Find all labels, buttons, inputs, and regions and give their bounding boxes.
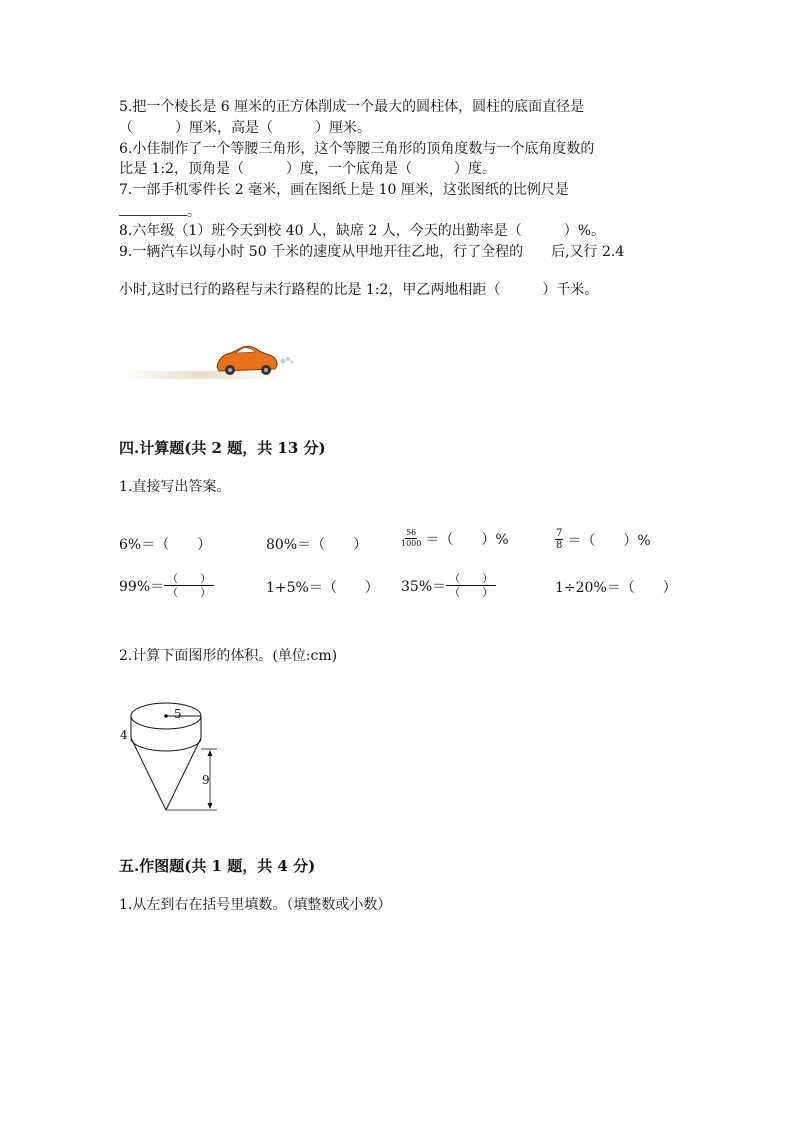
q6-line-1: 6.小佳制作了一个等腰三角形，这个等腰三角形的顶角度数与一个底角度数的 — [119, 141, 595, 157]
calc-equals-blank: ＝（ ）% — [425, 531, 509, 548]
calc-80-percent: 80%＝（ ） — [266, 537, 368, 553]
fraction-numerator: 56 — [406, 528, 417, 537]
fraction-denominator: （ ） — [167, 586, 212, 599]
answer-blank — [119, 201, 187, 216]
calc-1-div-20-percent: 1÷20%＝（ ） — [555, 580, 677, 596]
q6-line-2: 比是 1:2，顶角是（ ）度，一个底角是（ ）度。 — [119, 161, 496, 177]
fraction-numerator: 7 — [556, 528, 563, 539]
fraction-denominator: 1000 — [401, 539, 422, 548]
q9-line-1: 9.一辆汽车以每小时 50 千米的速度从甲地开往乙地，行了全程的 后,又行 2.4 — [119, 244, 625, 260]
calc-prefix: 99%＝ — [119, 578, 165, 595]
calc-99-percent — [119, 572, 214, 599]
calc-equals-blank: ＝（ ）% — [567, 532, 651, 549]
section4-q2-title: 2.计算下面图形的体积。(单位:cm) — [119, 648, 338, 664]
car-illustration — [119, 335, 299, 389]
calc-prefix: 35%＝ — [401, 578, 447, 595]
blank-fraction — [446, 572, 496, 599]
calc-1-plus-5-percent: 1+5%＝（ ） — [266, 580, 379, 596]
cylinder-cone-figure — [119, 692, 229, 821]
radius-label: 5 — [174, 707, 182, 721]
cylinder-height-label: 4 — [120, 728, 128, 742]
calc-6-percent: 6%＝（ ） — [119, 537, 212, 553]
q7-line-1: 7.一部手机零件长 2 毫米，画在图纸上是 10 厘米，这张图纸的比例尺是 — [119, 182, 569, 198]
calc-35-percent — [401, 572, 496, 599]
cone-height-label: 9 — [202, 773, 210, 787]
q5-line-2: （ ）厘米，高是（ ）厘米。 — [119, 120, 371, 136]
q5-line-1: 5.把一个棱长是 6 厘米的正方体削成一个最大的圆柱体，圆柱的底面直径是 — [119, 99, 585, 115]
section4-heading: 四.计算题(共 2 题，共 13 分) — [119, 439, 326, 457]
calc-56-over-1000 — [401, 528, 509, 549]
q7-line-2 — [119, 201, 201, 222]
q7-period: 。 — [187, 204, 201, 220]
fraction-numerator: （ ） — [164, 572, 214, 586]
fraction-denominator: （ ） — [449, 586, 494, 599]
q9-line-2: 小时,这时已行的路程与未行路程的比是 1:2，甲乙两地相距（ ）千米。 — [119, 282, 599, 298]
fraction-denominator: 8 — [556, 540, 563, 551]
calc-7-over-8 — [555, 528, 651, 551]
blank-fraction — [164, 572, 214, 599]
q8-line: 8.六年级（1）班今天到校 40 人，缺席 2 人，今天的出勤率是（ ）%。 — [119, 223, 606, 239]
fraction-numerator: （ ） — [446, 572, 496, 586]
fraction-7-8 — [555, 528, 563, 551]
section4-q1-title: 1.直接写出答案。 — [119, 479, 231, 495]
section5-heading: 五.作图题(共 1 题，共 4 分) — [119, 857, 316, 875]
section5-q1-title: 1.从左到右在括号里填数。（填整数或小数） — [119, 897, 392, 913]
fraction-56-1000 — [401, 528, 421, 549]
